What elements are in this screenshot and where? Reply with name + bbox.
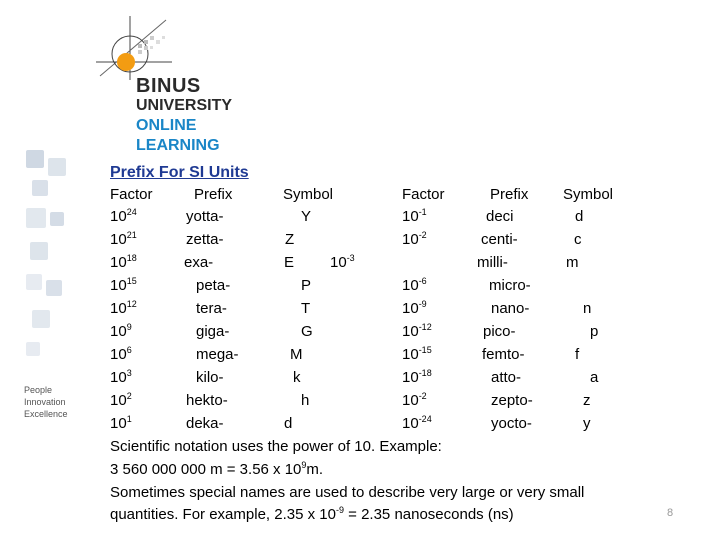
- left-prefix: kilo-: [196, 369, 224, 386]
- left-factor: $10^{24}$: [110, 207, 137, 225]
- right-factor: $10^{-18}$: [402, 368, 432, 386]
- left-symbol: P: [301, 277, 312, 294]
- stray-factor-base: 10: [330, 254, 347, 271]
- right-prefix: pico-: [483, 323, 516, 340]
- header-prefix-right: Prefix: [490, 186, 529, 203]
- right-factor: $10^{-1}$: [402, 207, 427, 225]
- factor-exponent: 21: [126, 230, 137, 240]
- left-factor: $10^{12}$: [110, 299, 137, 317]
- notes-line-4-text: quantities. For example, 2.35 x 10: [110, 506, 336, 523]
- factor-exponent: -18: [418, 368, 432, 378]
- left-factor: $10^3$: [110, 368, 132, 386]
- left-symbol: d: [284, 415, 293, 432]
- factor-exponent: 9: [126, 322, 132, 332]
- notes-line-4-exponent: -9: [335, 505, 344, 515]
- left-symbol: M: [290, 346, 303, 363]
- notes-line-3: Sometimes special names are used to describe very large or very small: [110, 484, 585, 501]
- left-factor: $10^{15}$: [110, 276, 137, 294]
- factor-exponent: -9: [418, 299, 427, 309]
- page-title: Prefix For SI Units: [110, 164, 249, 181]
- factor-exponent: -15: [418, 345, 432, 355]
- right-symbol: m: [566, 254, 579, 271]
- factor-exponent: -2: [418, 230, 427, 240]
- left-prefix: mega-: [196, 346, 239, 363]
- header-symbol-left: Symbol: [283, 186, 334, 203]
- factor-exponent: 15: [126, 276, 137, 286]
- right-symbol: z: [583, 392, 591, 409]
- tagline-line: People: [24, 385, 53, 395]
- left-factor: $10^{18}$: [110, 253, 137, 271]
- right-prefix: deci: [486, 208, 514, 225]
- left-prefix: peta-: [196, 277, 231, 294]
- right-prefix: milli-: [477, 254, 508, 271]
- brand-line-3: ONLINE: [136, 117, 197, 134]
- notes-line-2: [110, 459, 660, 481]
- header-prefix-left: Prefix: [194, 186, 233, 203]
- brand-text: [136, 76, 232, 156]
- left-prefix: yotta-: [186, 208, 224, 225]
- left-factor: $10^6$: [110, 345, 132, 363]
- right-factor: $10^{-24}$: [402, 414, 432, 432]
- factor-exponent: 2: [126, 391, 132, 401]
- brand-line-1: BINUS: [136, 75, 201, 97]
- header-symbol-right: Symbol: [563, 186, 614, 203]
- left-prefix: tera-: [196, 300, 227, 317]
- left-factor: $10^{21}$: [110, 230, 137, 248]
- tagline-line: Innovation: [24, 397, 66, 407]
- right-symbol: n: [583, 300, 592, 317]
- left-factor: $10^9$: [110, 322, 132, 340]
- right-factor: $10^{-12}$: [402, 322, 432, 340]
- right-symbol: f: [575, 346, 580, 363]
- right-prefix: zepto-: [491, 392, 533, 409]
- right-symbol: c: [574, 231, 582, 248]
- right-symbol: p: [590, 323, 599, 340]
- notes-line-4: [110, 504, 660, 526]
- factor-exponent: 24: [126, 207, 137, 217]
- right-prefix: centi-: [481, 231, 518, 248]
- right-prefix: micro-: [489, 277, 531, 294]
- left-prefix: giga-: [196, 323, 230, 340]
- left-symbol: Y: [301, 208, 312, 225]
- right-prefix: atto-: [491, 369, 522, 386]
- right-factor: $10^{-2}$: [402, 230, 427, 248]
- right-factor: $10^{-15}$: [402, 345, 432, 363]
- left-factor: $10^2$: [110, 391, 132, 409]
- factor-exponent: -2: [418, 391, 427, 401]
- header-factor-right: Factor: [402, 186, 445, 203]
- notes-line-2-unit: m.: [306, 461, 324, 478]
- brand-line-2: UNIVERSITY: [136, 97, 233, 114]
- brand-line-4: LEARNING: [136, 137, 220, 154]
- factor-exponent: 3: [126, 368, 132, 378]
- right-prefix: femto-: [482, 346, 525, 363]
- notes-line-2-exponent: 9: [301, 460, 307, 470]
- right-symbol: y: [583, 415, 591, 432]
- right-prefix: nano-: [491, 300, 530, 317]
- factor-exponent: 18: [126, 253, 137, 263]
- factor-exponent: -1: [418, 207, 427, 217]
- decorative-tiles: [26, 150, 70, 370]
- right-symbol: a: [590, 369, 599, 386]
- binus-logo-icon: [94, 14, 204, 84]
- factor-exponent: -3: [346, 253, 355, 263]
- left-symbol: h: [301, 392, 310, 409]
- left-prefix: deka-: [186, 415, 224, 432]
- right-symbol: d: [575, 208, 584, 225]
- tagline-line: Excellence: [24, 409, 68, 419]
- left-symbol: G: [301, 323, 313, 340]
- factor-exponent: 6: [126, 345, 132, 355]
- notes-line-1: Scientific notation uses the power of 10. Example:: [110, 438, 442, 455]
- factor-exponent: 12: [126, 299, 137, 309]
- left-factor: $10^1$: [110, 414, 132, 432]
- left-symbol: Z: [285, 231, 295, 248]
- stray-factor: [330, 252, 355, 274]
- factor-exponent: -6: [418, 276, 427, 286]
- factor-exponent: -24: [418, 414, 432, 424]
- notes-line-4-result: = 2.35 nanoseconds (ns): [343, 506, 514, 523]
- page-number: 8: [667, 507, 674, 519]
- right-factor: $10^{-9}$: [402, 299, 427, 317]
- factor-exponent: 1: [126, 414, 132, 424]
- left-prefix: zetta-: [186, 231, 224, 248]
- right-prefix: yocto-: [491, 415, 532, 432]
- left-prefix: exa-: [184, 254, 214, 271]
- factor-exponent: -12: [418, 322, 432, 332]
- right-factor: $10^{-2}$: [402, 391, 427, 409]
- left-symbol: E: [284, 254, 295, 271]
- notes-line-2-text: 3 560 000 000 m = 3.56 x 10: [110, 461, 302, 478]
- left-symbol: T: [301, 300, 311, 317]
- right-factor: $10^{-6}$: [402, 276, 427, 294]
- left-symbol: k: [293, 369, 301, 386]
- header-factor-left: Factor: [110, 186, 153, 203]
- tagline: [24, 384, 68, 420]
- left-prefix: hekto-: [186, 392, 228, 409]
